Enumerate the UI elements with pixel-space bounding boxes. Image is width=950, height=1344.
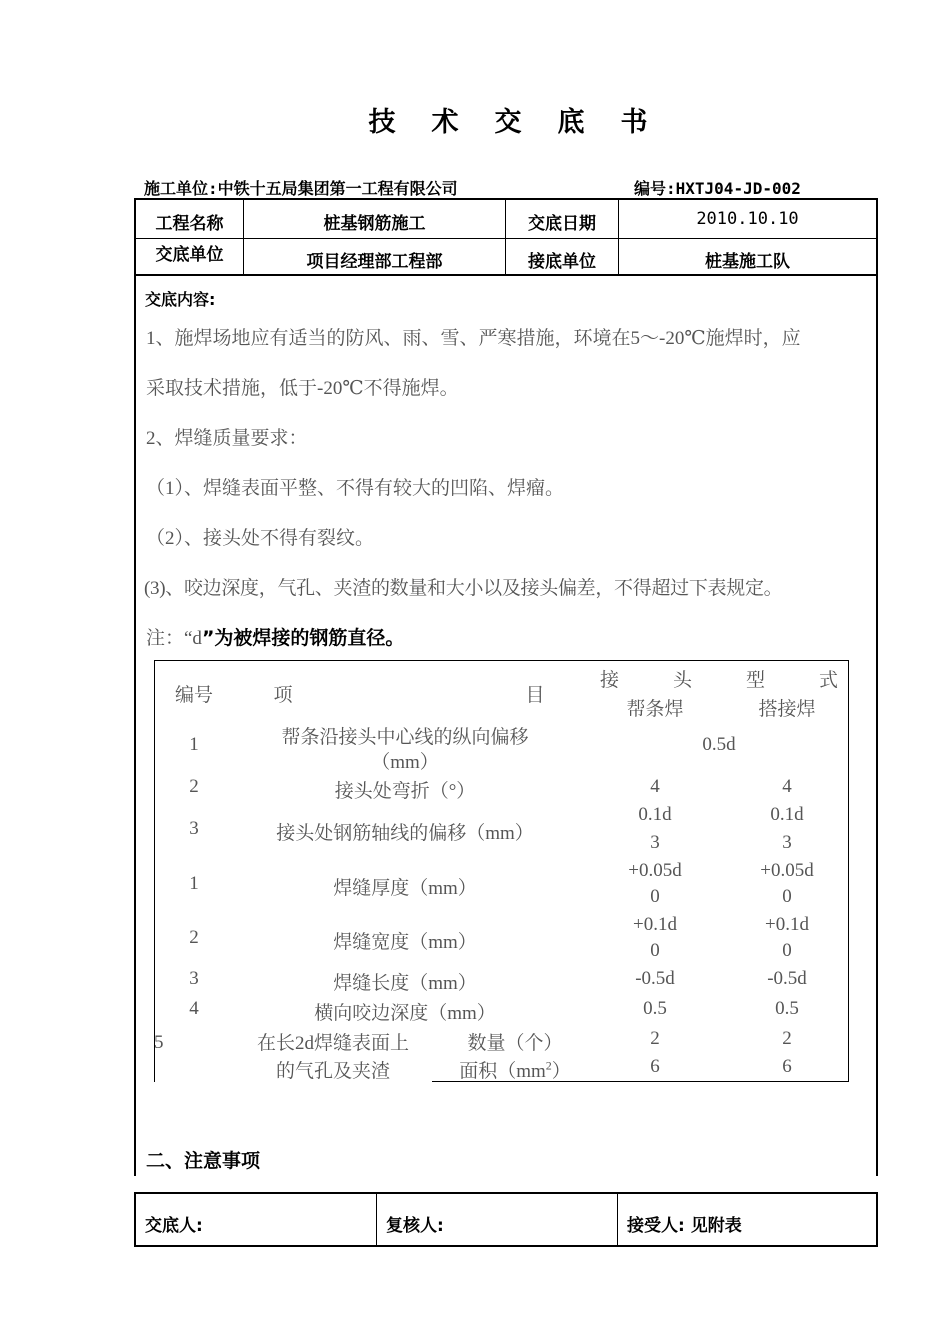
row-value-splice: 3 [650, 832, 660, 853]
row-item: 在长2d焊缝表面上 [256, 1033, 409, 1054]
title-char: 书 [620, 107, 652, 138]
issuer-value: 项目经理部工程部 [306, 252, 443, 272]
row-item: 接头处钢筋轴线的偏移（mm） [276, 823, 534, 844]
sig-col-2 [617, 1192, 618, 1247]
row-value-splice: 0.5 [643, 998, 667, 1019]
row-value-lap: +0.1d [765, 914, 809, 935]
content-line-4: （1）、焊缝表面平整、不得有较大的凹陷、焊瘤。 [146, 478, 565, 499]
content-line-3: 2、焊缝质量要求： [146, 428, 308, 449]
row-item: 帮条沿接头中心线的纵向偏移 [281, 727, 529, 748]
row-item: 焊缝厚度（mm） [333, 878, 477, 899]
th-type-char: 型 [745, 670, 765, 691]
frame-left [134, 198, 136, 1176]
receiver-value: 桩基施工队 [705, 252, 790, 272]
title-char: 交 [494, 107, 526, 138]
row-no: 4 [189, 998, 199, 1019]
row-item: 接头处弯折（°） [334, 781, 476, 802]
project-name-value: 桩基钢筋施工 [323, 214, 426, 234]
th-type-char: 接 [600, 670, 620, 691]
note-prefix: 注：“d [146, 628, 202, 649]
unit-value: 中铁十五局集团第一工程有限公司 [217, 179, 458, 198]
row-item-unit: （mm） [371, 752, 439, 773]
note-line [146, 623, 404, 650]
th-col-lap: 搭接焊 [758, 699, 816, 720]
issuer-label: 交底单位 [155, 245, 224, 265]
frame-top [134, 198, 878, 200]
th-type-char: 式 [818, 670, 838, 691]
row-value-lap: 0 [782, 886, 792, 907]
note-rest: ”为被焊接的钢筋直径。 [201, 627, 405, 649]
th-type-char: 头 [672, 670, 692, 691]
row-value-splice: 2 [650, 1028, 660, 1049]
row-value-lap: 2 [782, 1028, 792, 1049]
th-col-splice: 帮条焊 [626, 699, 684, 720]
row-value-lap: 6 [782, 1056, 792, 1077]
title-char: 术 [431, 107, 463, 138]
row-value-splice: 4 [650, 776, 660, 797]
row-no: 1 [189, 873, 199, 894]
frame-right [876, 198, 878, 1176]
sig-receiver: 接受人: 见附表 [627, 1216, 742, 1236]
row-value-splice: 0 [650, 886, 660, 907]
row-value-lap: 0.1d [770, 804, 804, 825]
content-line-1: 1、施焊场地应有适当的防风、雨、雪、严寒措施，环境在5～-20℃施焊时，应 [146, 328, 801, 349]
row-value-lap: 3 [782, 832, 792, 853]
th-no: 编号 [174, 685, 213, 706]
number-value: HXTJ04-JD-002 [675, 179, 801, 198]
row-value-lap: 0.5 [775, 998, 799, 1019]
content-line-2: 采取技术措施，低于-20℃不得施焊。 [146, 378, 459, 399]
sig-bottom [134, 1245, 878, 1247]
row-item: 横向咬边深度（mm） [314, 1003, 496, 1024]
row-item: 焊缝长度（mm） [333, 973, 477, 994]
title-char: 底 [557, 107, 589, 138]
th-joint-type [590, 665, 848, 692]
date-label: 交底日期 [528, 214, 596, 234]
info-bottom [134, 274, 878, 276]
th-item-b: 目 [525, 685, 545, 706]
project-name-label: 工程名称 [155, 214, 224, 234]
row-value-splice: +0.05d [628, 860, 682, 881]
info-row-divider [134, 238, 878, 239]
th-item-a: 项 [273, 685, 293, 706]
sig-top [134, 1192, 878, 1194]
sig-issuer: 交底人: [145, 1216, 203, 1236]
row-value-splice: +0.1d [633, 914, 677, 935]
content-line-5: （2）、接头处不得有裂纹。 [146, 528, 375, 549]
document-number [634, 176, 801, 199]
sig-reviewer: 复核人: [386, 1216, 444, 1236]
row-value-splice: -0.5d [635, 968, 675, 989]
row-item: 焊缝宽度（mm） [333, 932, 477, 953]
row-no: 1 [189, 734, 199, 755]
content-line-6: (3)、咬边深度，气孔、夹渣的数量和大小以及接头偏差，不得超过下表规定。 [144, 578, 783, 599]
construction-unit [144, 176, 458, 199]
unit-label: 施工单位: [144, 179, 218, 198]
sub-area-sup: 2 [545, 1058, 552, 1073]
sub-area-text: 面积（mm [459, 1061, 546, 1082]
row-sub-area [440, 1056, 590, 1083]
row-value-lap: +0.05d [760, 860, 814, 881]
row-no: 2 [189, 776, 199, 797]
row-no: 2 [189, 927, 199, 948]
date-value: 2010.10.10 [696, 209, 799, 229]
sub-area-end: ） [551, 1061, 571, 1082]
sig-left [134, 1192, 136, 1247]
row-no: 5 [154, 1032, 164, 1053]
tol-table-left [154, 660, 155, 1082]
row-item: 的气孔及夹渣 [275, 1061, 390, 1082]
row-value-splice: 0.1d [638, 804, 672, 825]
row-no: 3 [189, 968, 199, 989]
row-sub-count: 数量（个） [467, 1033, 563, 1054]
sig-col-1 [376, 1192, 377, 1247]
content-label: 交底内容: [145, 290, 216, 309]
row-value-lap: -0.5d [767, 968, 807, 989]
row-value-splice: 0 [650, 940, 660, 961]
sig-right [876, 1192, 878, 1247]
row-no: 3 [189, 818, 199, 839]
tol-table-top [154, 660, 849, 661]
document-title [0, 100, 950, 139]
title-char: 技 [368, 107, 400, 138]
row-value-lap: 0 [782, 940, 792, 961]
row-value-lap: 4 [782, 776, 792, 797]
section-2-heading: 二、注意事项 [146, 1150, 261, 1172]
row-value-splice: 6 [650, 1056, 660, 1077]
number-label: 编号: [634, 179, 676, 198]
receiver-label: 接底单位 [528, 252, 596, 272]
row-value-merged: 0.5d [702, 734, 736, 755]
